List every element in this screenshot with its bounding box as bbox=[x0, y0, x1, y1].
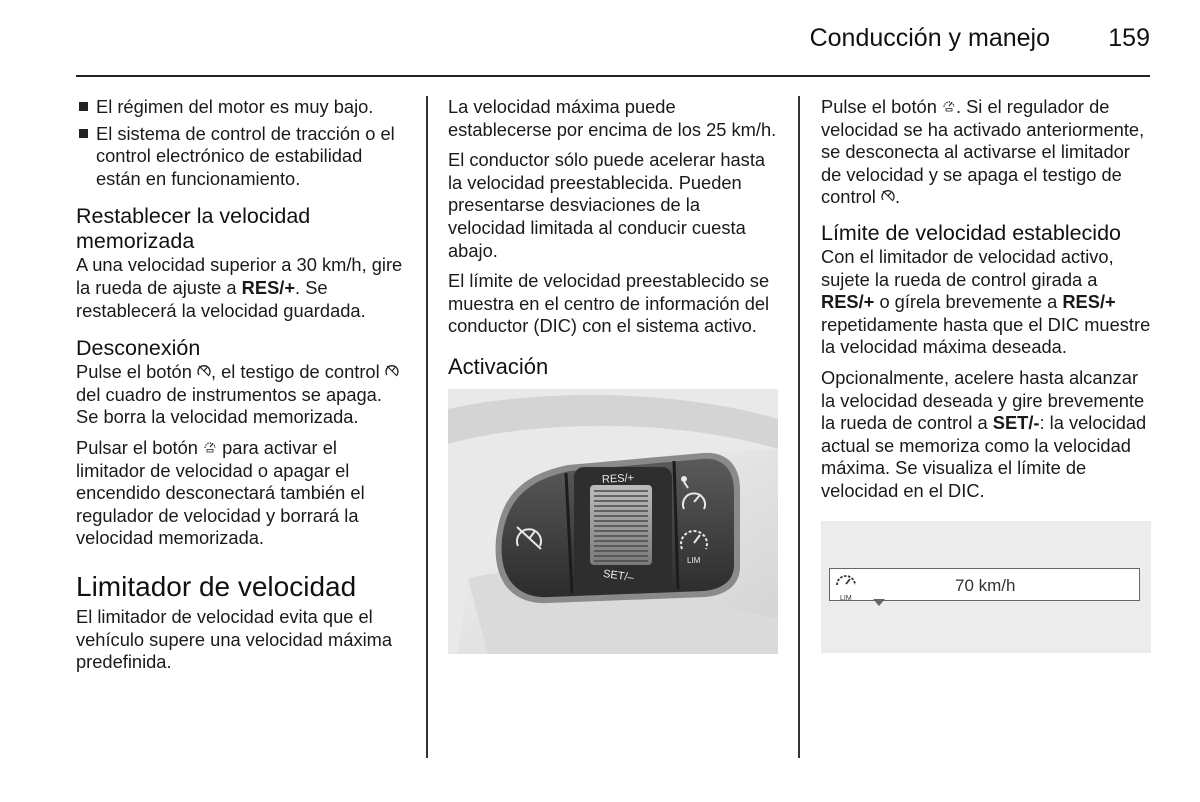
steering-wheel-controls-illustration bbox=[448, 389, 778, 654]
cruise-control-icon bbox=[197, 361, 211, 384]
heading-limite: Límite de velocidad establecido bbox=[821, 220, 1121, 245]
column-left bbox=[76, 96, 406, 682]
paragraph-velocidad-maxima: La velocidad máxima puede establecerse por encima de los 25 km/h. bbox=[448, 96, 777, 140]
paragraph-pulse-boton: Pulse el botón . Si el regulador de velocidad se ha activado anteriormente, se desconecta al activarse el limitador de velocidad y se apaga el testigo de control . bbox=[821, 96, 1145, 208]
cruise-control-icon bbox=[385, 361, 399, 384]
paragraph-dic: El límite de velocidad preestablecido se muestra en el centro de información del conductor (DIC) con el sistema activo. bbox=[448, 270, 770, 337]
paragraph-limitador-activo: Con el limitador de velocidad activo, sujete la rueda de control girada a RES/+ o gírela brevemente a RES/+ repetidamente hasta que el DIC muestre la velocidad máxima deseada. bbox=[821, 245, 1151, 358]
paragraph-limitador: El limitador de velocidad evita que el vehículo supere una velocidad máxima predefinida. bbox=[76, 605, 393, 673]
bullet-item: El sistema de control de tracción o el control electrónico de estabilidad están en funcionamiento. bbox=[76, 123, 406, 191]
section-title: Conducción y manejo bbox=[809, 24, 1050, 52]
dic-speed-bar bbox=[829, 568, 1140, 601]
speed-limiter-icon bbox=[203, 437, 217, 460]
column-divider bbox=[426, 96, 428, 758]
steering-wheel-controls-figure bbox=[448, 389, 778, 654]
paragraph-restablecer: A una velocidad superior a 30 km/h, gire la rueda de ajuste a RES/+. Se restablecerá la velocidad guardada. bbox=[76, 254, 403, 321]
dic-speed-value: 70 km/h bbox=[955, 575, 1016, 595]
heading-restablecer: Restablecer la velocidad memorizada bbox=[76, 204, 311, 254]
paragraph-conductor: El conductor sólo puede acelerar hasta la velocidad preestablecida. Pueden presentarse desviaciones de la velocidad limitada al conducir cuesta abajo. bbox=[448, 149, 766, 261]
column-divider bbox=[798, 96, 800, 758]
paragraph-opcionalmente: Opcionalmente, acelere hasta alcanzar la velocidad deseada y gire brevemente la rueda de control a SET/-: la velocidad actual se memoriza como la velocidad máxima. Se visualiza el límite de velocidad en el DIC. bbox=[821, 366, 1147, 501]
bullet-marker bbox=[79, 102, 88, 111]
paragraph-desconexion-2: Pulsar el botón para activar el limitador de velocidad o apagar el encendido desconectará también el regulador de velocidad y borrará la velocidad memorizada. bbox=[76, 436, 365, 549]
dic-pointer bbox=[873, 599, 885, 606]
heading-desconexion: Desconexión bbox=[76, 336, 201, 361]
speed-limiter-icon bbox=[942, 96, 956, 119]
res-plus-label: RES/+ bbox=[601, 472, 635, 486]
column-right bbox=[821, 96, 1151, 653]
lim-label: LIM bbox=[687, 555, 701, 565]
heading-activacion: Activación bbox=[448, 353, 549, 379]
dic-display-figure bbox=[821, 521, 1151, 653]
page-header bbox=[0, 0, 1200, 78]
cruise-control-icon bbox=[881, 186, 895, 209]
dic-lim-label: LIM bbox=[840, 594, 852, 602]
set-minus-label: SET/– bbox=[602, 567, 635, 585]
paragraph-desconexion-1: Pulse el botón , el testigo de control del cuadro de instrumentos se apaga. Se borra la velocidad memorizada. bbox=[76, 361, 406, 429]
header-rule bbox=[76, 75, 1150, 77]
page-number: 159 bbox=[1108, 24, 1150, 52]
bullet-item: El régimen del motor es muy bajo. bbox=[76, 96, 406, 119]
heading-limitador: Limitador de velocidad bbox=[76, 570, 357, 602]
bullet-marker bbox=[79, 129, 88, 138]
column-middle bbox=[448, 96, 778, 654]
